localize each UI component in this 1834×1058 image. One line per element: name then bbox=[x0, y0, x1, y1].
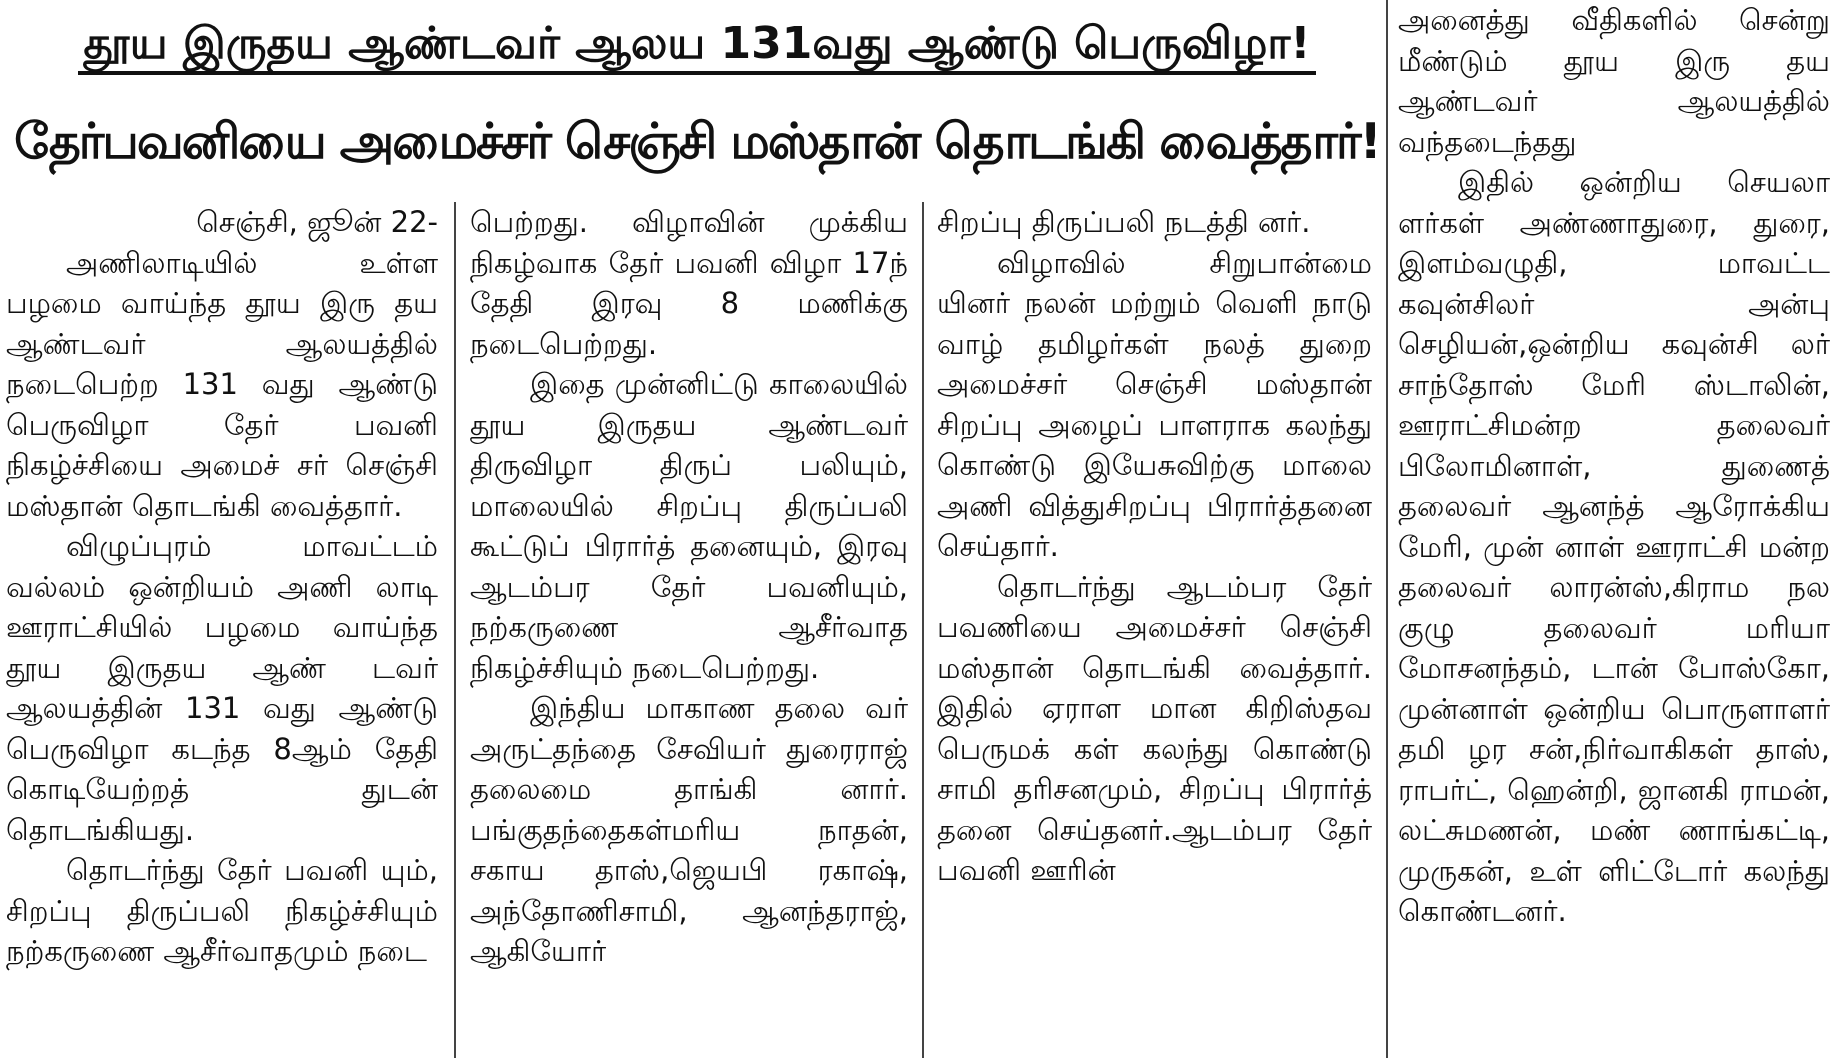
paragraph: பெற்றது. விழாவின் முக்கிய நிகழ்வாக தேர் பவனி விழா 17ந் தேதி இரவு 8 மணிக்கு நடைபெற்றது. bbox=[470, 205, 908, 361]
paragraph: அனைத்து வீதிகளில் சென்று மீண்டும் தூய இரு தய ஆண்டவர் ஆலயத்தில் வந்தடைந்தது bbox=[1398, 3, 1830, 159]
kicker-text: தூய இருதய ஆண்டவர் ஆலய 131வது ஆண்டு பெருவிழா! bbox=[78, 18, 1317, 75]
paragraph: விழுப்புரம் மாவட்டம் வல்லம் ஒன்றியம் அணி லாடி ஊராட்சியில் பழமை வாய்ந்த தூய இருதய ஆண் டவர் ஆலயத்தின் 131 வது ஆண்டு பெருவிழா கடந்த 8ஆம் தேதி கொடியேற்றத் துடன் தொடங்கியது. bbox=[6, 529, 438, 847]
paragraph: சிறப்பு திருப்பலி நடத்தி னர். bbox=[937, 205, 1311, 239]
column-divider bbox=[1386, 0, 1388, 1058]
article-column-2 bbox=[470, 202, 908, 1058]
paragraph: விழாவில் சிறுபான்மை யினர் நலன் மற்றும் வெளி நாடு வாழ் தமிழர்கள் நலத் துறை அமைச்சர் செஞ்சி மஸ்தான் சிறப்பு அழைப் பாளராக கலந்து கொண்டு இயேசுவிற்கு மாலை அணி வித்துசிறப்பு பிரார்த்தனை செய்தார். bbox=[937, 245, 1372, 563]
article-column-4 bbox=[1398, 0, 1830, 1058]
paragraph: தொடர்ந்து தேர் பவனி யும், சிறப்பு திருப்பலி நிகழ்ச்சியும் நற்கருணை ஆசீர்வாதமும் நடை bbox=[6, 853, 438, 968]
kicker-headline bbox=[0, 18, 1394, 70]
article-column-3 bbox=[937, 202, 1372, 1058]
paragraph: தொடர்ந்து ஆடம்பர தேர் பவணியை அமைச்சர் செஞ்சி மஸ்தான் தொடங்கி வைத்தார். இதில் ஏராள மான கிறிஸ்தவ பெருமக் கள் கலந்து கொண்டு சாமி தரிசனமும், சிறப்பு பிரார்த் தனை செய்தனர்.ஆடம்பர தேர் பவனி ஊரின் bbox=[937, 569, 1372, 887]
dateline bbox=[6, 202, 438, 243]
column-divider bbox=[454, 202, 456, 1058]
headline-block bbox=[0, 0, 1394, 202]
paragraph: இந்திய மாகாண தலை வர் அருட்தந்தை சேவியர் துரைராஜ் தலைமை தாங்கி னார். பங்குதந்தைகள்மரிய நாதன், சகாய தாஸ்,ஜெயபி ரகாஷ், அந்தோணிசாமி, ஆனந்தராஜ், ஆகியோர் bbox=[470, 691, 908, 968]
paragraph: அணிலாடியில் உள்ள பழமை வாய்ந்த தூய இரு தய ஆண்டவர் ஆலயத்தில் நடைபெற்ற 131 வது ஆண்டு பெருவிழா தேர் பவனி நிகழ்ச்சியை அமைச் சர் செஞ்சி மஸ்தான் தொடங்கி வைத்தார். bbox=[6, 245, 438, 523]
main-headline: தேர்பவனியை அமைச்சர் செஞ்சி மஸ்தான் தொடங்கி வைத்தார்! bbox=[14, 113, 1380, 170]
paragraph: இதில் ஒன்றிய செயலா ளர்கள் அண்ணாதுரை, துரை, இளம்வழுதி, மாவட்ட கவுன்சிலர் அன்பு செழியன்,ஒன்றிய கவுன்சி லர் சாந்தோஸ் மேரி ஸ்டாலின், ஊராட்சிமன்ற தலைவர் பிலோமினாள், துணைத் தலைவர் ஆனந்த் ஆரோக்கிய மேரி, முன் னாள் ஊராட்சி மன்ற தலைவர் லாரன்ஸ்,கிராம நல குழு தலைவர் மரியா மோசனந்தம், டான் போஸ்கோ, முன்னாள் ஒன்றிய பொருளாளர் தமி ழர சன்,நிர்வாகிகள் தாஸ், ராபர்ட், ஹென்றி, ஜானகி ராமன், லட்சுமணன், மண் ணாங்கட்டி, முருகன், உள் ளிட்டோர் கலந்து கொண்டனர். bbox=[1398, 165, 1830, 928]
paragraph: இதை முன்னிட்டு காலையில் தூய இருதய ஆண்டவர் திருவிழா திருப் பலியும், மாலையில் சிறப்பு திருப்பலி கூட்டுப் பிரார்த் தனையும், இரவு ஆடம்பர தேர் பவனியும், நற்கருணை ஆசீர்வாத நிகழ்ச்சியும் நடைபெற்றது. bbox=[470, 367, 908, 685]
column-divider bbox=[922, 202, 924, 1058]
article-column-1 bbox=[6, 202, 438, 1058]
dateline-text: செஞ்சி, ஜூன் 22- bbox=[196, 205, 438, 239]
